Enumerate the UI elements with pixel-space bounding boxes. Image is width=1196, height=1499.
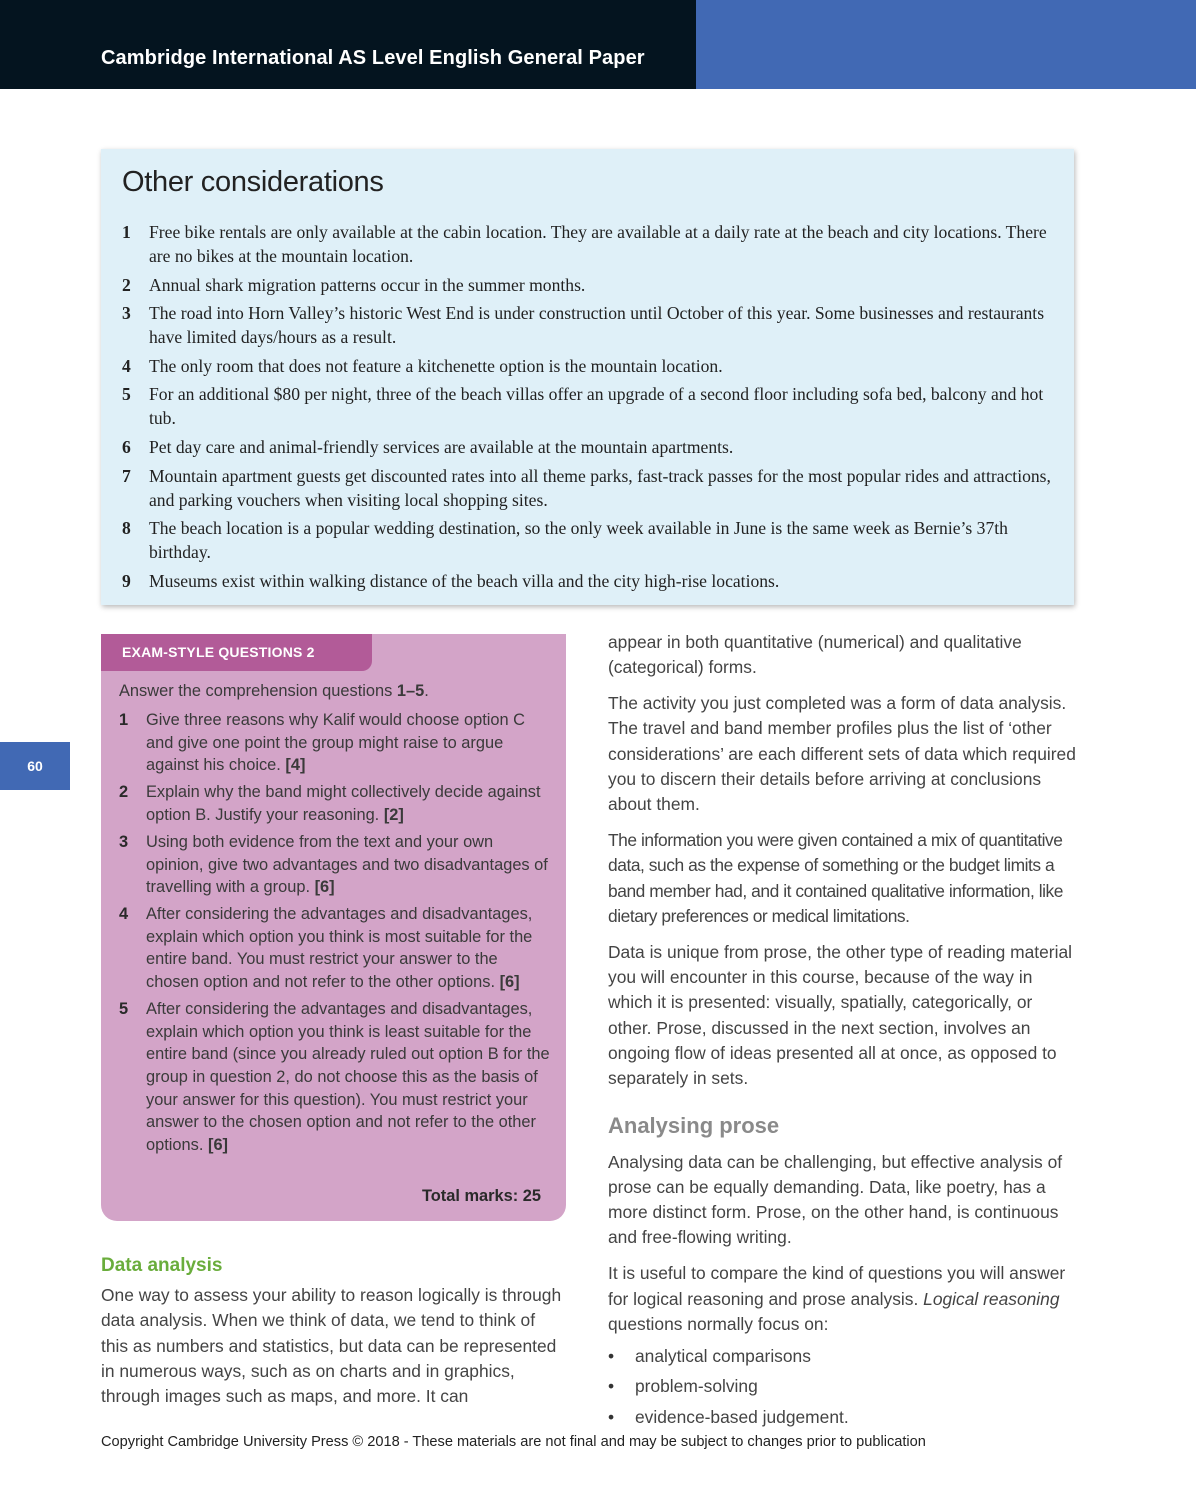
question-text: Using both evidence from the text and your own opinion, give two advantages and two disadvantages of travelling with a group. [146,832,548,897]
paragraph-italic: Logical reasoning [923,1288,1060,1309]
data-analysis-heading: Data analysis [101,1255,223,1276]
right-column [608,630,1078,1436]
question-item [119,831,551,899]
exam-intro [119,682,429,701]
bullet-text: problem-solving [635,1376,758,1397]
question-text: After considering the advantages and disadvantages, explain which option you think is most suitable for the entire band. You must restrict your answer to the chosen option and not refer to the other options. [146,905,533,992]
question-number: 2 [119,783,129,802]
list-item [608,1344,1078,1369]
question-marks: [6] [207,1135,229,1154]
item-text: Pet day care and animal-friendly services are available at the mountain apartments. [149,436,734,457]
paragraph: Data is unique from prose, the other type of reading material you will encounter in this course, because of the way in which it is presented: visually, spatially, categorically, or other. Prose, discussed in the next section, involves an ongoing flow of ideas presented all at once, as opposed to separately in sets. [608,941,1073,1089]
item-number: 2 [122,274,131,295]
total-marks: Total marks: 25 [421,1187,541,1205]
question-item [119,903,551,993]
item-number: 9 [122,570,131,591]
question-text: Give three reasons why Kalif would choose option C and give one point the group might raise to argue against his choice. [146,711,526,775]
item-number: 7 [122,465,131,486]
list-item [608,1374,1078,1399]
bullet-text: analytical comparisons [635,1345,811,1366]
item-text: The beach location is a popular wedding destination, so the only week available in June is the same week as Bernie’s 37th birthday. [149,518,1008,563]
question-marks: [4] [285,756,306,775]
question-marks: [6] [314,878,335,897]
paragraph: The information you were given contained a mix of quantitative data, such as the expense of something or the budget limits a band member had, and it contained qualitative information, like dietary preferences or medical limitations. [608,830,1064,926]
item-text: Free bike rentals are only available at the cabin location. They are available at a daily rate at the beach and city locations. There are no bikes at the mountain location. [149,222,1047,266]
exam-questions-label: EXAM-STYLE QUESTIONS 2 [101,634,372,671]
item-text: Annual shark migration patterns occur in the summer months. [149,274,586,295]
paragraph: The activity you just completed was a form of data analysis. The travel and band member profiles plus the list of ‘other considerations’ are each different sets of data which required you to discern their details before arriving at conclusions about them. [608,693,1076,815]
item-number: 4 [122,355,131,376]
copyright-footer: Copyright Cambridge University Press © 2018 - These materials are not final and may be subject to changes prior to publication [101,1434,926,1450]
question-marks: [6] [499,973,520,992]
question-text: Explain why the band might collectively decide against option B. Justify your reasoning. [146,783,541,824]
item-text: The road into Horn Valley’s historic West End is under construction until October of this year. Some businesses and restaurants have limited days/hours as a result. [149,303,1045,348]
bullet-text: evidence-based judgement. [635,1407,849,1428]
header-bar [0,0,696,89]
bullet-icon: • [608,1376,615,1397]
list-item [122,569,1052,593]
intro-end: . [424,682,429,700]
list-item [122,301,1052,349]
considerations-title: Other considerations [122,166,384,198]
item-number: 6 [122,436,131,457]
item-number: 1 [122,222,131,242]
exam-question-list [119,709,551,1161]
intro-text: Answer the comprehension questions [119,682,393,700]
paragraph: appear in both quantitative (numerical) and qualitative (categorical) forms. [608,632,1022,678]
list-item [122,354,1052,378]
question-text: After considering the advantages and disadvantages, explain which option you think is least suitable for the entire band (since you already ruled out option B for the group in question 2, do not choose this as the basis of your answer for this question). You must restrict your answer to the chosen option and not refer to the other options. [146,1000,550,1154]
question-item [119,781,551,826]
paragraph [608,1261,1078,1337]
item-text: For an additional $80 per night, three of the beach villas offer an upgrade of a second floor including sofa bed, balcony and hot tub. [149,384,1044,429]
list-item [122,220,1052,268]
list-item [608,1405,1078,1430]
bullet-icon: • [608,1407,615,1428]
data-analysis-body: One way to assess your ability to reason logically is through data analysis. When we think of data, we tend to think of this as numbers and statistics, but data can be represented in numerous ways, such as on charts and in graphics, through images such as maps, and more. It can [101,1285,562,1407]
other-considerations-box [101,149,1074,605]
item-text: The only room that does not feature a kitchenette option is the mountain location. [149,355,723,376]
book-title: Cambridge International AS Level English General Paper [101,47,645,69]
header-accent-bar [696,0,1196,89]
paragraph-end: questions normally focus on: [608,1313,829,1334]
intro-range: 1–5 [396,682,425,700]
bullet-icon: • [608,1345,615,1366]
list-item [122,516,1052,564]
question-marks: [2] [383,805,404,824]
question-number: 5 [119,1000,129,1019]
question-number: 1 [119,711,129,729]
list-item [122,435,1052,459]
list-item [122,273,1052,297]
item-number: 8 [122,518,131,539]
question-number: 4 [119,905,129,924]
analysing-prose-heading: Analysing prose [608,1112,780,1138]
focus-list [608,1344,1078,1431]
question-item [119,709,551,777]
considerations-list [122,220,1052,597]
question-number: 3 [119,832,129,851]
item-text: Museums exist within walking distance of the beach villa and the city high-rise locations. [149,570,780,591]
exam-questions-box [101,634,566,1221]
paragraph: Analysing data can be challenging, but effective analysis of prose can be equally demanding. Data, like poetry, has a more distinct form. Prose, on the other hand, is continuous and free-flowing writing. [608,1151,1063,1248]
page-number: 60 [0,742,70,790]
item-number: 3 [122,303,131,324]
paragraph-start: It is useful to compare the kind of questions you will answer for logical reasoning and prose analysis. [608,1263,1066,1309]
list-item [122,382,1052,430]
item-text: Mountain apartment guests get discounted rates into all theme parks, fast-track passes for the most popular rides and attractions, and parking vouchers when visiting local shopping sites. [149,465,1051,510]
question-item [119,998,551,1156]
item-number: 5 [122,384,131,405]
list-item [122,464,1052,512]
